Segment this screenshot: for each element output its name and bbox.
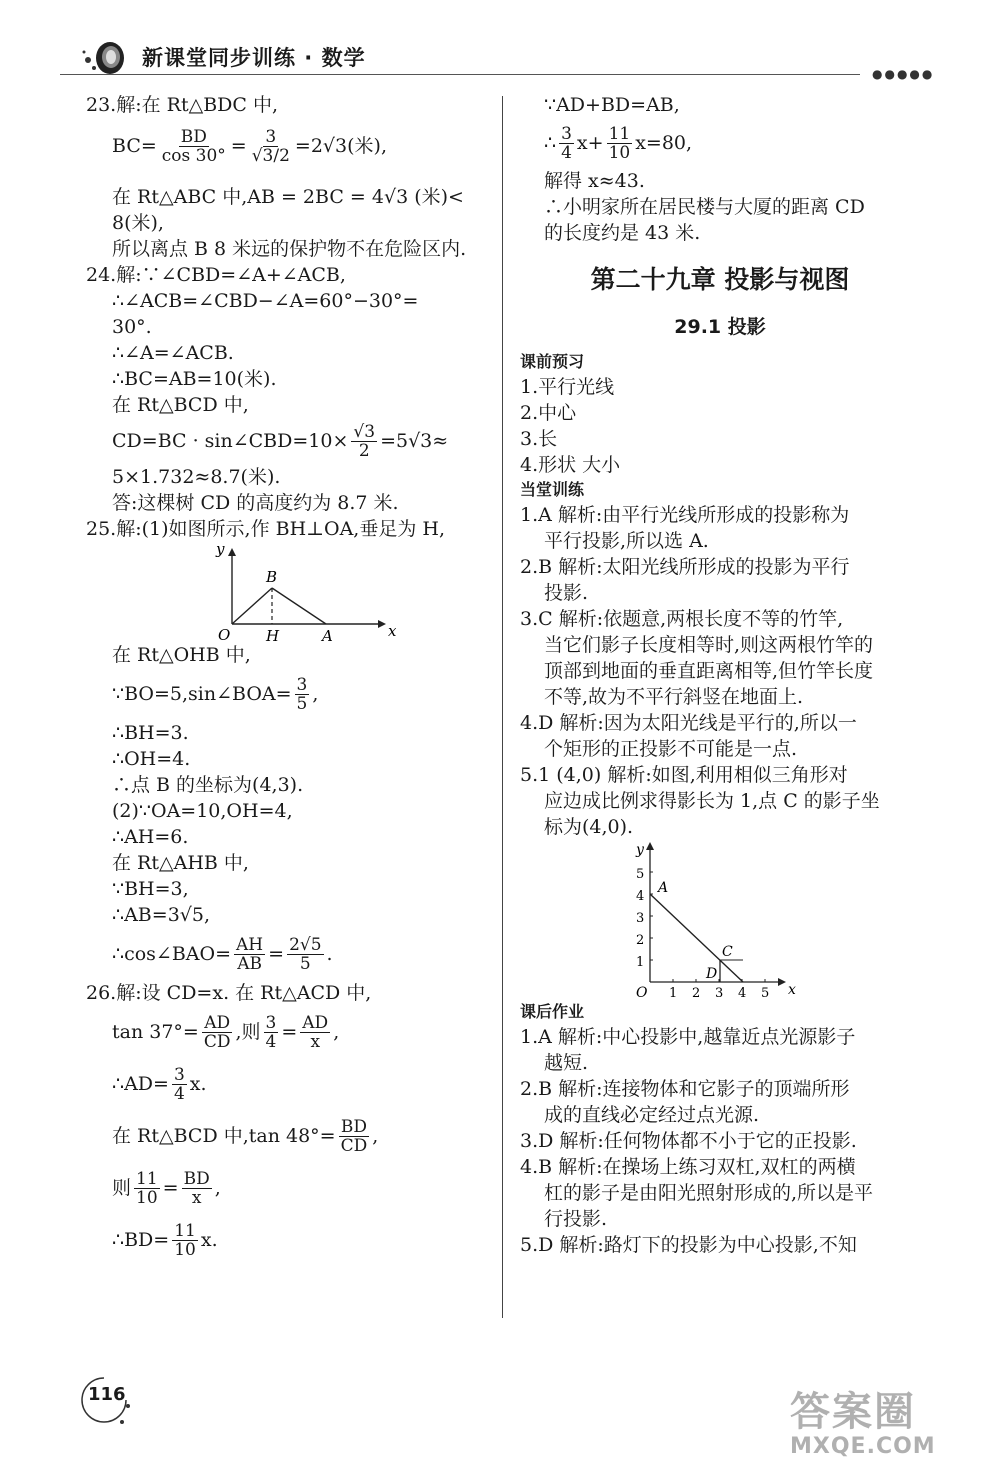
fraction: $\frac{11}{10}$	[174, 1220, 196, 1260]
point-label-h: H	[266, 627, 280, 642]
problem-24-line-4: ∴∠A=∠ACB.	[112, 342, 234, 364]
classwork-1-line-1: 1.A 解析:由平行光线所形成的投影称为	[520, 504, 850, 526]
fraction: $\frac{3}{√3/2}$	[251, 126, 290, 166]
point-label-o: O	[636, 985, 648, 1000]
problem-23-line-5: 所以离点 B 8 米远的保护物不在危险区内.	[112, 238, 467, 260]
homework-heading: 课后作业	[520, 1002, 585, 1021]
problem-23-title: 23.解:在 Rt△BDC 中,	[86, 94, 279, 116]
problem-25-line-5: ∴OH=4.	[112, 748, 191, 770]
problem-24-line-2: ∴∠ACB=∠CBD−∠A=60°−30°=	[112, 290, 419, 312]
classwork-3-line-3: 顶部到地面的垂直距离相等,但竹竿长度	[544, 660, 874, 682]
point-label-c: C	[722, 944, 733, 960]
y-tick-label: 2	[636, 933, 645, 948]
classwork-4-line-2: 个矩形的正投影不可能是一点.	[544, 738, 798, 760]
classwork-1-line-2: 平行投影,所以选 A.	[544, 530, 709, 552]
point-label-o: O	[218, 626, 231, 642]
fraction: $\frac{3}{4}$	[561, 123, 572, 163]
problem-23-line-3: 在 Rt△ABC 中,AB = 2BC = 4√3 (米)<	[112, 186, 464, 208]
point-label-a: A	[658, 880, 669, 896]
problem-25-line-2: 在 Rt△OHB 中,	[112, 644, 251, 666]
problem-23-line-4: 8(米),	[112, 212, 164, 234]
problem-26-line-sum: ∵AD+BD=AB,	[544, 94, 680, 116]
problem-24-answer: 答:这棵树 CD 的高度约为 8.7 米.	[112, 492, 399, 514]
fraction: $\frac{2√5}{5}$	[289, 934, 322, 974]
left-column	[86, 92, 486, 1266]
fraction: $\frac{BD}{CD}$	[340, 1116, 368, 1156]
problem-24-cd-equation: CD=BC · sin∠CBD=10× $\frac{√3}{2}$ =5√3≈	[112, 421, 449, 461]
preview-item: 3.长	[520, 428, 558, 450]
preview-item: 1.平行光线	[520, 376, 615, 398]
problem-26-ratio-equation: 则 $\frac{11}{10}$ = $\frac{BD}{x}$ ,	[112, 1168, 221, 1208]
problem-25-sin-equation: ∵BO=5,sin∠BOA= $\frac{3}{5}$ ,	[112, 674, 319, 714]
watermark-url: MXQE.COM	[790, 1434, 936, 1459]
problem-24-line-6: 在 Rt△BCD 中,	[112, 394, 249, 416]
classwork-heading: 当堂训练	[520, 480, 585, 499]
classwork-2-line-1: 2.B 解析:太阳光线所形成的投影为平行	[520, 556, 850, 578]
problem-26-ad-equation: ∴AD= $\frac{3}{4}$ x.	[112, 1064, 207, 1104]
classwork-4-line-1: 4.D 解析:因为太阳光线是平行的,所以一	[520, 712, 857, 734]
watermark-logo: 答案圈	[790, 1389, 916, 1435]
x-tick-label: 2	[692, 986, 701, 1000]
problem-26-sum-equation: ∴ $\frac{3}{4}$ x+ $\frac{11}{10}$ x=80,	[544, 123, 693, 163]
axis-label-x: x	[388, 622, 396, 640]
fraction: $\frac{AD}{x}$	[302, 1012, 329, 1052]
y-tick-label: 5	[636, 867, 645, 882]
problem-26-bd-equation: ∴BD= $\frac{11}{10}$ x.	[112, 1220, 218, 1260]
axis-label-y: y	[636, 842, 644, 858]
classwork-5-line-3: 标为(4,0).	[544, 816, 634, 838]
problem-26-tan37-equation: tan 37°= $\frac{AD}{CD}$ ,则 $\frac{3}{4}$ = $\frac{AD}{x}$ ,	[112, 1012, 340, 1052]
problem-25-title: 25.解:(1)如图所示,作 BH⊥OA,垂足为 H,	[86, 518, 445, 540]
homework-2-line-1: 2.B 解析:连接物体和它影子的顶端所形	[520, 1078, 850, 1100]
point-label-b: B	[266, 568, 278, 586]
problem-24-line-8: 5×1.732≈8.7(米).	[112, 466, 281, 488]
problem-24-line-5: ∴BC=AB=10(米).	[112, 368, 277, 390]
homework-4-line-1: 4.B 解析:在操场上练习双杠,双杠的两横	[520, 1156, 856, 1178]
triangle-figure-obh	[116, 542, 396, 642]
classwork-3-line-1: 3.C 解析:依题意,两根长度不等的竹竿,	[520, 608, 844, 630]
watermark	[790, 1390, 936, 1459]
fraction: $\frac{AH}{AB}$	[236, 934, 264, 974]
problem-25-line-8: ∴AH=6.	[112, 826, 189, 848]
axis-label-y: y	[216, 542, 225, 558]
fraction: $\frac{3}{4}$	[173, 1064, 185, 1104]
x-tick-label: 5	[761, 986, 770, 1000]
page-header	[60, 36, 940, 86]
section-title: 29.1 投影	[674, 316, 766, 338]
fraction: $\frac{11}{10}$	[608, 123, 631, 163]
header-rule	[60, 74, 860, 75]
book-title: 新课堂同步训练 · 数学	[142, 46, 366, 70]
axis-label-x: x	[788, 982, 796, 998]
classwork-3-line-2: 当它们影子长度相等时,则这两根竹竿的	[544, 634, 874, 656]
fraction: $\frac{3}{5}$	[296, 674, 308, 714]
classwork-5-line-2: 应边成比例求得影长为 1,点 C 的影子坐	[544, 790, 880, 812]
point-label-a: A	[322, 627, 333, 642]
right-column	[520, 92, 920, 1258]
homework-5-line-1: 5.D 解析:路灯下的投影为中心投影,不知	[520, 1234, 857, 1256]
problem-25-line-6: ∴点 B 的坐标为(4,3).	[112, 774, 304, 796]
homework-4-line-2: 杠的影子是由阳光照射形成的,所以是平	[544, 1182, 874, 1204]
homework-4-line-3: 行投影.	[544, 1208, 608, 1230]
problem-25-line-4: ∴BH=3.	[112, 722, 189, 744]
problem-26-solve: 解得 x≈43.	[544, 170, 645, 192]
x-tick-label: 3	[715, 986, 724, 1000]
x-tick-label: 4	[738, 986, 747, 1000]
header-dots: ●●●●●	[872, 67, 935, 81]
fraction: $\frac{AD}{CD}$	[203, 1012, 231, 1052]
point-label-d: D	[706, 966, 718, 982]
x-tick-label: 1	[669, 986, 678, 1000]
problem-26-tan48-equation: 在 Rt△BCD 中,tan 48°= $\frac{BD}{CD}$ ,	[112, 1116, 379, 1156]
page-number: 116	[88, 1384, 126, 1405]
fraction: $\frac{3}{4}$	[265, 1012, 277, 1052]
homework-1-line-1: 1.A 解析:中心投影中,越靠近点光源影子	[520, 1026, 856, 1048]
problem-26-answer-2: 的长度约是 43 米.	[544, 222, 701, 244]
chapter-title: 第二十九章 投影与视图	[590, 265, 850, 294]
problem-23-bc-equation: BC= $\frac{BD}{\cos 30^\circ}$ = $\frac{3}{√3/2}$ =2√3(米),	[112, 126, 387, 166]
problem-25-line-7: (2)∵OA=10,OH=4,	[112, 800, 293, 822]
homework-3-line-1: 3.D 解析:任何物体都不小于它的正投影.	[520, 1130, 857, 1152]
book-logo-icon	[80, 38, 126, 78]
y-tick-label: 4	[636, 889, 645, 904]
problem-25-line-10: ∵BH=3,	[112, 878, 189, 900]
problem-25-line-11: ∴AB=3√5,	[112, 904, 211, 926]
fraction: $\frac{11}{10}$	[136, 1168, 158, 1208]
problem-24-title: 24.解:∵∠CBD=∠A+∠ACB,	[86, 264, 346, 286]
preview-item: 4.形状 大小	[520, 454, 621, 476]
problem-25-line-9: 在 Rt△AHB 中,	[112, 852, 249, 874]
y-tick-label: 3	[636, 911, 645, 926]
problem-26-answer-1: ∴小明家所在居民楼与大厦的距离 CD	[544, 196, 865, 218]
preview-item: 2.中心	[520, 402, 577, 424]
y-tick-label: 1	[636, 955, 645, 970]
column-divider	[502, 96, 503, 1318]
classwork-2-line-2: 投影.	[544, 582, 589, 604]
homework-1-line-2: 越短.	[544, 1052, 589, 1074]
fraction: $\frac{BD}{x}$	[183, 1168, 210, 1208]
fraction: $\frac{√3}{2}$	[353, 421, 376, 461]
fraction: $\frac{BD}{\cos 30^\circ}$	[161, 126, 226, 166]
classwork-3-line-4: 不等,故为不平行斜竖在地面上.	[544, 686, 804, 708]
problem-24-line-3: 30°.	[112, 316, 152, 338]
problem-26-title: 26.解:设 CD=x. 在 Rt△ACD 中,	[86, 982, 372, 1004]
homework-2-line-2: 成的直线必定经过点光源.	[544, 1104, 760, 1126]
shadow-coordinate-figure	[610, 840, 910, 1000]
classwork-5-line-1: 5.1 (4,0) 解析:如图,利用相似三角形对	[520, 764, 848, 786]
problem-25-cos-equation: ∴cos∠BAO= $\frac{AH}{AB}$ = $\frac{2√5}{5}$ .	[112, 934, 333, 974]
preview-heading: 课前预习	[520, 352, 585, 371]
